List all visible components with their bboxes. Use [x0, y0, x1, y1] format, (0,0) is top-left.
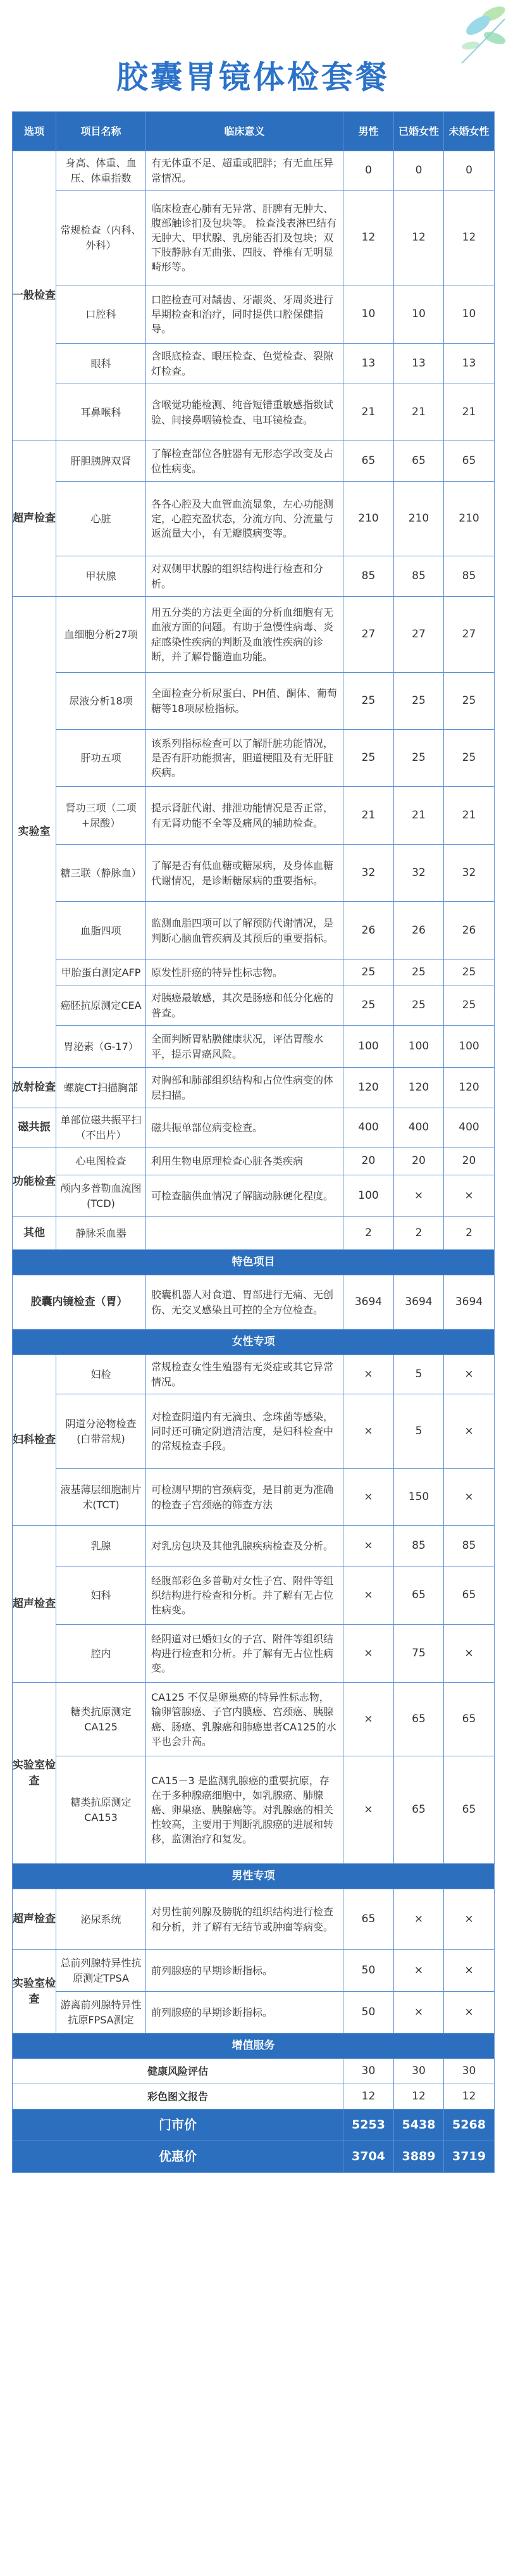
item-name: 口腔科	[56, 285, 146, 344]
package-table	[12, 111, 495, 2173]
price-unmarried-female: 120	[444, 1068, 495, 1108]
list-price-unmarried-female: 5268	[444, 2110, 495, 2141]
item-significance: 临床检查心肺有无异常、肝脾有无肿大、腹部触诊扪及包块等。 检查浅表淋巴结有无肿大、甲状腺、乳房能否扪及包块；双下肢静脉有无曲张、四肢、脊椎有无明显畸形等。	[146, 191, 343, 285]
section-title: 男性专项	[13, 1864, 495, 1889]
table-row	[13, 482, 495, 556]
item-significance: 对胸部和肺部组织结构和占位性病变的体层扫描。	[146, 1068, 343, 1108]
item-significance: 了解检查部位各脏器有无形态学改变及占位性病变。	[146, 441, 343, 482]
price-male: 25	[343, 960, 394, 985]
col-category: 选项	[13, 112, 56, 151]
price-unmarried-female: 65	[444, 1566, 495, 1625]
price-married-female: 3694	[394, 1275, 444, 1330]
item-name: 胶囊内镜检查（胃）	[13, 1275, 146, 1330]
price-male: 32	[343, 845, 394, 902]
price-married-female: 100	[394, 1026, 444, 1068]
price-married-female: 27	[394, 597, 444, 673]
item-significance: 经阴道对已婚妇女的子宫、附件等组织结构进行检查和分析。并了解有无占位性病变。	[146, 1625, 343, 1683]
price-male: 100	[343, 1175, 394, 1217]
item-significance: 口腔检查可对龋齿、牙龈炎、牙周炎进行早期检查和治疗，同时提供口腔保健指导。	[146, 285, 343, 344]
item-significance: 有无体重不足、超重或肥胖；有无血压异常情况。	[146, 151, 343, 191]
col-married-female: 已婚女性	[394, 112, 444, 151]
item-significance: 对双侧甲状腺的组织结构进行检查和分析。	[146, 556, 343, 597]
item-name: 腔内	[56, 1625, 146, 1683]
price-unmarried-female: 27	[444, 597, 495, 673]
price-male: 50	[343, 1950, 394, 1992]
price-married-female: 65	[394, 1683, 444, 1756]
title-banner	[0, 0, 506, 111]
group-other: 其他	[13, 1217, 56, 1250]
item-name: 螺旋CT扫描胸部	[56, 1068, 146, 1108]
price-married-female: 25	[394, 673, 444, 730]
list-price-married-female: 5438	[394, 2110, 444, 2141]
item-name: 血脂四项	[56, 902, 146, 960]
offer-price-row	[13, 2141, 495, 2173]
item-name: 乳腺	[56, 1526, 146, 1566]
price-married-female: 25	[394, 730, 444, 787]
group-radiology: 放射检查	[13, 1068, 56, 1108]
table-row	[13, 1889, 495, 1950]
item-name: 身高、体重、血压、体重指数	[56, 151, 146, 191]
group-male-ultrasound: 超声检查	[13, 1889, 56, 1950]
price-unmarried-female: 32	[444, 845, 495, 902]
item-significance: 全面判断胃粘膜健康状况，评估胃酸水平，提示胃癌风险。	[146, 1026, 343, 1068]
price-unmarried-female: 65	[444, 441, 495, 482]
price-unmarried-female: 3694	[444, 1275, 495, 1330]
price-unmarried-female: 10	[444, 285, 495, 344]
price-male: ×	[343, 1683, 394, 1756]
price-married-female: ×	[394, 1992, 444, 2034]
price-married-female: 120	[394, 1068, 444, 1108]
price-unmarried-female: 26	[444, 902, 495, 960]
table-row	[13, 597, 495, 673]
table-row	[13, 1175, 495, 1217]
col-unmarried-female: 未婚女性	[444, 112, 495, 151]
table-row	[13, 2059, 495, 2084]
table-row	[13, 1566, 495, 1625]
price-unmarried-female: 85	[444, 1526, 495, 1566]
col-significance: 临床意义	[146, 112, 343, 151]
price-unmarried-female: 2	[444, 1217, 495, 1250]
table-row	[13, 1756, 495, 1864]
price-unmarried-female: 12	[444, 191, 495, 285]
table-row	[13, 1469, 495, 1526]
item-significance: 对男性前列腺及膀胱的组织结构进行检查和分析，并了解有无结节或肿瘤等病变。	[146, 1889, 343, 1950]
section-title: 增值服务	[13, 2034, 495, 2059]
price-married-female: 210	[394, 482, 444, 556]
table-row	[13, 845, 495, 902]
table-row	[13, 1526, 495, 1566]
item-name: 阴道分泌物检查(白带常规)	[56, 1394, 146, 1469]
item-name: 糖类抗原测定CA153	[56, 1756, 146, 1864]
item-significance: 利用生物电原理检查心脏各类疾病	[146, 1147, 343, 1175]
price-unmarried-female: 21	[444, 787, 495, 845]
price-unmarried-female: 210	[444, 482, 495, 556]
item-significance: 全面检查分析尿蛋白、PH值、酮体、葡萄糖等18项尿检指标。	[146, 673, 343, 730]
offer-price-label: 优惠价	[13, 2141, 343, 2173]
item-significance: CA125 不仅是卵巢癌的特异性标志物，输卵管腺癌、子宫内膜癌、宫颈癌、胰腺癌、肠癌、乳腺癌和肺癌患者CA125的水平也会升高。	[146, 1683, 343, 1756]
item-significance: 了解是否有低血糖或糖尿病，及身体血糖代谢情况，是诊断糖尿病的重要指标。	[146, 845, 343, 902]
item-name: 常规检查（内科、外科）	[56, 191, 146, 285]
price-married-female: 65	[394, 1566, 444, 1625]
item-name: 单部位磁共振平扫（不出片）	[56, 1108, 146, 1147]
price-male: ×	[343, 1355, 394, 1394]
price-unmarried-female: 25	[444, 730, 495, 787]
price-married-female: 32	[394, 845, 444, 902]
table-row	[13, 441, 495, 482]
price-male: 2	[343, 1217, 394, 1250]
section-special	[13, 1250, 495, 1275]
table-header-row	[13, 112, 495, 151]
price-unmarried-female: 85	[444, 556, 495, 597]
item-name: 耳鼻喉科	[56, 384, 146, 441]
price-male: 26	[343, 902, 394, 960]
offer-price-male: 3704	[343, 2141, 394, 2173]
table-row	[13, 151, 495, 191]
item-name: 糖类抗原测定CA125	[56, 1683, 146, 1756]
table-row	[13, 787, 495, 845]
section-title: 女性专项	[13, 1330, 495, 1355]
item-name: 妇检	[56, 1355, 146, 1394]
price-married-female: 12	[394, 191, 444, 285]
group-lab: 实验室	[13, 597, 56, 1068]
item-significance: 常规检查女性生殖器有无炎症或其它异常情况。	[146, 1355, 343, 1394]
price-male: 85	[343, 556, 394, 597]
item-name: 尿液分析18项	[56, 673, 146, 730]
item-significance: 含喉觉功能检测、纯音短错重敏感指数试验、间接鼻咽镜检查、电耳镜检查。	[146, 384, 343, 441]
price-unmarried-female: 65	[444, 1756, 495, 1864]
item-name: 肝胆胰脾双肾	[56, 441, 146, 482]
group-function: 功能检查	[13, 1147, 56, 1217]
price-married-female: 21	[394, 787, 444, 845]
item-significance	[146, 1217, 343, 1250]
item-name: 泌尿系统	[56, 1889, 146, 1950]
price-male: 12	[343, 191, 394, 285]
item-significance: 对乳房包块及其他乳腺疾病检查及分析。	[146, 1526, 343, 1566]
price-male: 65	[343, 1889, 394, 1950]
table-row	[13, 556, 495, 597]
item-name: 胃泌素（G-17）	[56, 1026, 146, 1068]
price-unmarried-female: 25	[444, 985, 495, 1026]
item-significance: 各各心腔及大血管血流显象，左心功能测定，心腔充盈状态，分流方向、分流量与返流量大小，有无瓣膜病变等。	[146, 482, 343, 556]
table-row	[13, 1992, 495, 2034]
table-row	[13, 1026, 495, 1068]
item-significance: 用五分类的方法更全面的分析血细胞有无血液方面的问题。有助于急慢性病毒、炎症感染性疾病的判断及血液性疾病的诊断，并了解骨髓造血功能。	[146, 597, 343, 673]
table-row	[13, 1625, 495, 1683]
price-unmarried-female: ×	[444, 1175, 495, 1217]
item-name: 肾功三项（二项+尿酸）	[56, 787, 146, 845]
price-married-female: 85	[394, 556, 444, 597]
item-name: 颅内多普勒血流图(TCD)	[56, 1175, 146, 1217]
price-unmarried-female: 25	[444, 960, 495, 985]
item-name: 血细胞分析27项	[56, 597, 146, 673]
price-unmarried-female: ×	[444, 1950, 495, 1992]
table-row	[13, 191, 495, 285]
price-married-female: 65	[394, 1756, 444, 1864]
table-row	[13, 985, 495, 1026]
item-name: 心电图检查	[56, 1147, 146, 1175]
section-title: 特色项目	[13, 1250, 495, 1275]
item-name: 甲胎蛋白测定AFP	[56, 960, 146, 985]
item-significance: 含眼底检查、眼压检查、色觉检查、裂隙灯检查。	[146, 344, 343, 384]
price-married-female: 65	[394, 441, 444, 482]
price-unmarried-female: 12	[444, 2084, 495, 2110]
table-row	[13, 1108, 495, 1147]
item-significance: 监测血脂四项可以了解预防代谢情况，是判断心脑血管疾病及其预后的重要指标。	[146, 902, 343, 960]
table-row	[13, 730, 495, 787]
price-male: 27	[343, 597, 394, 673]
table-row	[13, 902, 495, 960]
price-unmarried-female: 25	[444, 673, 495, 730]
section-female	[13, 1330, 495, 1355]
price-male: 10	[343, 285, 394, 344]
table-row	[13, 1950, 495, 1992]
price-unmarried-female: ×	[444, 1355, 495, 1394]
item-significance: 磁共振单部位病变检查。	[146, 1108, 343, 1147]
col-male: 男性	[343, 112, 394, 151]
item-significance: 该系列指标检查可以了解肝脏功能情况，是否有肝功能损害，胆道梗阻及有无肝脏疾病。	[146, 730, 343, 787]
price-male: 0	[343, 151, 394, 191]
price-married-female: 25	[394, 960, 444, 985]
price-unmarried-female: 100	[444, 1026, 495, 1068]
price-married-female: 0	[394, 151, 444, 191]
table-row	[13, 2084, 495, 2110]
price-male: 25	[343, 730, 394, 787]
group-general: 一般检查	[13, 151, 56, 441]
table-row	[13, 1217, 495, 1250]
price-unmarried-female: 0	[444, 151, 495, 191]
table-row	[13, 673, 495, 730]
item-significance: 对胰癌最敏感，其次是肠癌和低分化癌的普查。	[146, 985, 343, 1026]
price-unmarried-female: 65	[444, 1683, 495, 1756]
item-name: 甲状腺	[56, 556, 146, 597]
table-row	[13, 960, 495, 985]
price-male: 50	[343, 1992, 394, 2034]
price-unmarried-female: 20	[444, 1147, 495, 1175]
item-significance: 前列腺癌的早期诊断指标。	[146, 1950, 343, 1992]
price-married-female: 25	[394, 985, 444, 1026]
price-married-female: 400	[394, 1108, 444, 1147]
item-significance: 前列腺癌的早期诊断指标。	[146, 1992, 343, 2034]
price-male: 21	[343, 787, 394, 845]
group-male-lab: 实验室检查	[13, 1950, 56, 2034]
item-name: 总前列腺特异性抗原测定TPSA	[56, 1950, 146, 1992]
price-male: 210	[343, 482, 394, 556]
item-significance: 对检查阴道内有无滴虫、念珠菌等感染，同时还可确定阴道清洁度，是妇科检查中的常规检查手段。	[146, 1394, 343, 1469]
list-price-male: 5253	[343, 2110, 394, 2141]
item-name: 游离前列腺特异性抗原FPSA测定	[56, 1992, 146, 2034]
item-name: 眼科	[56, 344, 146, 384]
table-row	[13, 1355, 495, 1394]
table-row	[13, 1068, 495, 1108]
price-married-female: 85	[394, 1526, 444, 1566]
group-gynecology: 妇科检查	[13, 1355, 56, 1526]
col-item: 项目名称	[56, 112, 146, 151]
list-price-label: 门市价	[13, 2110, 343, 2141]
price-male: 65	[343, 441, 394, 482]
table-row	[13, 1275, 495, 1330]
item-significance: 原发性肝癌的特异性标志物。	[146, 960, 343, 985]
price-married-female: ×	[394, 1889, 444, 1950]
price-male: ×	[343, 1394, 394, 1469]
price-male: ×	[343, 1526, 394, 1566]
price-married-female: 75	[394, 1625, 444, 1683]
item-name: 肝功五项	[56, 730, 146, 787]
price-married-female: 21	[394, 384, 444, 441]
group-female-ultrasound: 超声检查	[13, 1526, 56, 1683]
price-male: 25	[343, 985, 394, 1026]
price-male: 400	[343, 1108, 394, 1147]
item-significance: 可检测早期的宫颈病变，是目前更为准确的检查子宫颈癌的筛查方法	[146, 1469, 343, 1526]
item-name: 静脉采血器	[56, 1217, 146, 1250]
price-male: 21	[343, 384, 394, 441]
price-married-female: 10	[394, 285, 444, 344]
price-unmarried-female: 13	[444, 344, 495, 384]
price-unmarried-female: 400	[444, 1108, 495, 1147]
price-male: 25	[343, 673, 394, 730]
price-male: ×	[343, 1625, 394, 1683]
item-name: 妇科	[56, 1566, 146, 1625]
item-significance: 经腹部彩色多普勒对女性子宫、附件等组织结构进行检查和分析。并了解有无占位性病变。	[146, 1566, 343, 1625]
page-title: 胶囊胃镜体检套餐	[116, 59, 390, 96]
section-male	[13, 1864, 495, 1889]
group-female-lab: 实验室检查	[13, 1683, 56, 1864]
table-row	[13, 1394, 495, 1469]
price-male: 13	[343, 344, 394, 384]
table-row	[13, 344, 495, 384]
item-name: 健康风险评估	[13, 2059, 343, 2084]
price-male: 3694	[343, 1275, 394, 1330]
table-row	[13, 1147, 495, 1175]
offer-price-married-female: 3889	[394, 2141, 444, 2173]
offer-price-unmarried-female: 3719	[444, 2141, 495, 2173]
item-name: 癌胚抗原测定CEA	[56, 985, 146, 1026]
price-married-female: 150	[394, 1469, 444, 1526]
price-male: ×	[343, 1469, 394, 1526]
item-significance: 可检查脑供血情况了解脑动脉硬化程度。	[146, 1175, 343, 1217]
price-unmarried-female: 30	[444, 2059, 495, 2084]
price-married-female: 2	[394, 1217, 444, 1250]
price-male: 120	[343, 1068, 394, 1108]
price-married-female: 13	[394, 344, 444, 384]
price-married-female: ×	[394, 1175, 444, 1217]
price-male: ×	[343, 1756, 394, 1864]
price-married-female: 20	[394, 1147, 444, 1175]
price-married-female: 5	[394, 1355, 444, 1394]
item-name: 液基薄层细胞制片术(TCT)	[56, 1469, 146, 1526]
group-ultrasound: 超声检查	[13, 441, 56, 597]
list-price-row	[13, 2110, 495, 2141]
price-unmarried-female: ×	[444, 1394, 495, 1469]
item-name: 糖三联（静脉血）	[56, 845, 146, 902]
price-married-female: 12	[394, 2084, 444, 2110]
item-significance: 胶囊机器人对食道、胃部进行无痛、无创伤、无交叉感染且可控的全方位检查。	[146, 1275, 343, 1330]
price-male: ×	[343, 1566, 394, 1625]
item-significance: 提示肾脏代谢、排泄功能情况是否正常，有无肾功能不全等及痛风的辅助检查。	[146, 787, 343, 845]
price-male: 20	[343, 1147, 394, 1175]
price-married-female: ×	[394, 1950, 444, 1992]
item-significance: CA15－3 是监测乳腺癌的重要抗原，存在于多种腺癌细胞中，如乳腺癌、肺腺癌、卵巢癌、胰腺癌等。对乳腺癌的相关性较高，主要用于判断乳腺癌的进展和转移，监测治疗和复发。	[146, 1756, 343, 1864]
table-row	[13, 285, 495, 344]
item-name: 心脏	[56, 482, 146, 556]
price-male: 100	[343, 1026, 394, 1068]
price-married-female: 5	[394, 1394, 444, 1469]
price-unmarried-female: ×	[444, 1625, 495, 1683]
price-male: 12	[343, 2084, 394, 2110]
price-male: 30	[343, 2059, 394, 2084]
table-row	[13, 1683, 495, 1756]
price-unmarried-female: ×	[444, 1469, 495, 1526]
price-unmarried-female: ×	[444, 1889, 495, 1950]
price-married-female: 26	[394, 902, 444, 960]
group-mri: 磁共振	[13, 1108, 56, 1147]
table-row	[13, 384, 495, 441]
price-unmarried-female: 21	[444, 384, 495, 441]
section-value-added	[13, 2034, 495, 2059]
price-unmarried-female: ×	[444, 1992, 495, 2034]
item-name: 彩色图文报告	[13, 2084, 343, 2110]
price-married-female: 30	[394, 2059, 444, 2084]
